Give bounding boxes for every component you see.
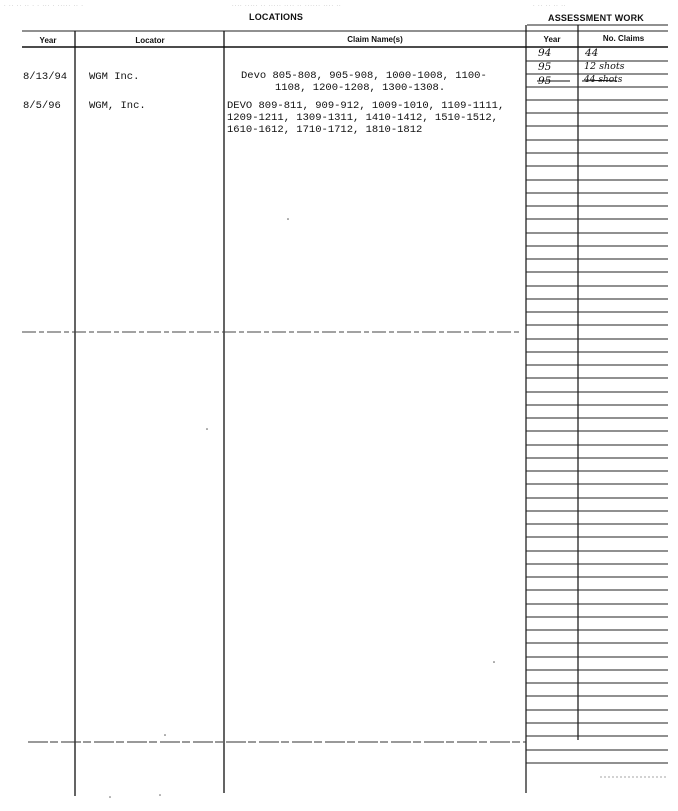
scan-noise-top-mid: ···· ····· ·· ····· ···· ·· ······ ···· ·· (232, 3, 342, 9)
column-header-number-of-claims: No. Claims (602, 34, 645, 43)
location-year: 8/5/96 (23, 100, 61, 112)
assessment-year: 94 (538, 47, 552, 59)
assessment-year: 95 (538, 61, 552, 73)
column-header-locator: Locator (135, 36, 165, 45)
column-header-claim-names: Claim Name(s) (347, 35, 403, 44)
claim-names-line: 1108, 1200-1208, 1300-1308. (275, 82, 446, 94)
claim-names-line: 1209-1211, 1309-1311, 1410-1412, 1510-1512, (227, 112, 498, 124)
scan-noise-top-left: · ·· ·· ·· · · ··· · ····· ·· · (4, 3, 84, 9)
assessment-work-heading: ASSESSMENT WORK (548, 13, 645, 23)
assessment-claims: 44 shots (584, 75, 623, 85)
assessment-claims: 12 shots (584, 61, 625, 72)
claim-names-line: DEVO 809-811, 909-912, 1009-1010, 1109-1111, (227, 100, 505, 112)
locations-heading: LOCATIONS (249, 12, 304, 22)
location-locator: WGM, Inc. (89, 100, 146, 112)
claim-names-line: 1610-1612, 1710-1712, 1810-1812 (227, 124, 423, 136)
scan-noise-top-right: · ·· ·· ·· ·· (533, 3, 567, 9)
column-header-assessment-year: Year (543, 35, 561, 44)
assessment-claims: 44 (585, 47, 599, 59)
claim-names-line: Devo 805-808, 905-908, 1000-1008, 1100- (241, 70, 487, 82)
location-year: 8/13/94 (23, 71, 68, 83)
column-header-year: Year (39, 36, 57, 45)
location-locator: WGM Inc. (89, 71, 140, 83)
assessment-year: 95 (538, 75, 552, 87)
